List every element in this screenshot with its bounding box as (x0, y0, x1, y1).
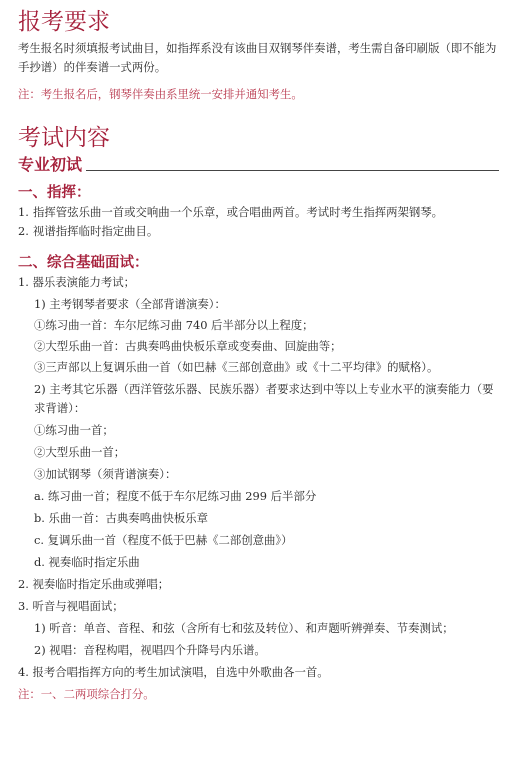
list-line: 1. 器乐表演能力考试； (18, 275, 136, 289)
requirements-paragraph: 考生报名时须填报考试曲目，如指挥系没有该曲目双钢琴伴奏谱，考生需自备印刷版（即不能为手抄谱）的伴奏谱一式两份。 (18, 41, 497, 74)
part-heading-conducting: 一、指挥： (18, 185, 91, 201)
item-number: 1. (18, 205, 29, 219)
list-line: ②大型乐曲一首：古典奏鸣曲快板乐章或变奏曲、回旋曲等； (34, 339, 342, 353)
list-line: 2) 主考其它乐器（西洋管弦乐器、民族乐器）者要求达到中等以上专业水平的演奏能力（要求背谱）： (34, 382, 494, 415)
list-line: 1) 主考钢琴者要求（全部背谱演奏）： (34, 297, 226, 311)
list-line: ①练习曲一首； (34, 423, 114, 437)
list-line: 1) 听音：单音、音程、和弦（含所有七和弦及转位）、和声题听辨弹奏、节奏测试； (34, 621, 454, 635)
list-line: c. 复调乐曲一首（程度不低于巴赫《二部创意曲》） (34, 533, 293, 547)
subsection-title: 专业初试 (18, 155, 83, 174)
list-line: 2) 视唱：音程构唱，视唱四个升降号内乐谱。 (34, 643, 266, 657)
interview-note: 注：一、二两项综合打分。 (18, 687, 155, 701)
subsection-heading (18, 155, 499, 175)
list-line: 4. 报考合唱指挥方向的考生加试演唱，自选中外歌曲各一首。 (18, 665, 329, 679)
section-title-requirements: 报考要求 (18, 9, 110, 35)
list-line: ①练习曲一首：车尔尼练习曲 740 后半部分以上程度； (34, 318, 314, 332)
item-text: 指挥管弦乐曲一首或交响曲一个乐章，或合唱曲两首。考试时考生指挥两架钢琴。 (33, 205, 444, 219)
list-item (18, 222, 499, 241)
heading-rule (86, 170, 499, 171)
list-item (18, 203, 499, 222)
list-line: d. 视奏临时指定乐曲 (34, 555, 140, 569)
section-title-content: 考试内容 (18, 125, 110, 151)
part-heading-interview: 二、综合基础面试： (18, 255, 149, 271)
list-line: ③加试钢琴（须背谱演奏）： (34, 467, 177, 481)
requirements-note: 注：考生报名后，钢琴伴奏由系里统一安排并通知考生。 (18, 87, 303, 101)
list-line: 2. 视奏临时指定乐曲或弹唱； (18, 577, 170, 591)
list-line: a. 练习曲一首；程度不低于车尔尼练习曲 299 后半部分 (34, 489, 317, 503)
list-line: 3. 听音与视唱面试； (18, 599, 124, 613)
item-text: 视谱指挥临时指定曲目。 (33, 224, 159, 238)
list-line: ③三声部以上复调乐曲一首（如巴赫《三部创意曲》或《十二平均律》的赋格）。 (34, 360, 439, 374)
item-number: 2. (18, 224, 29, 238)
list-line: b. 乐曲一首：古典奏鸣曲快板乐章 (34, 511, 209, 525)
list-line: ②大型乐曲一首； (34, 445, 126, 459)
